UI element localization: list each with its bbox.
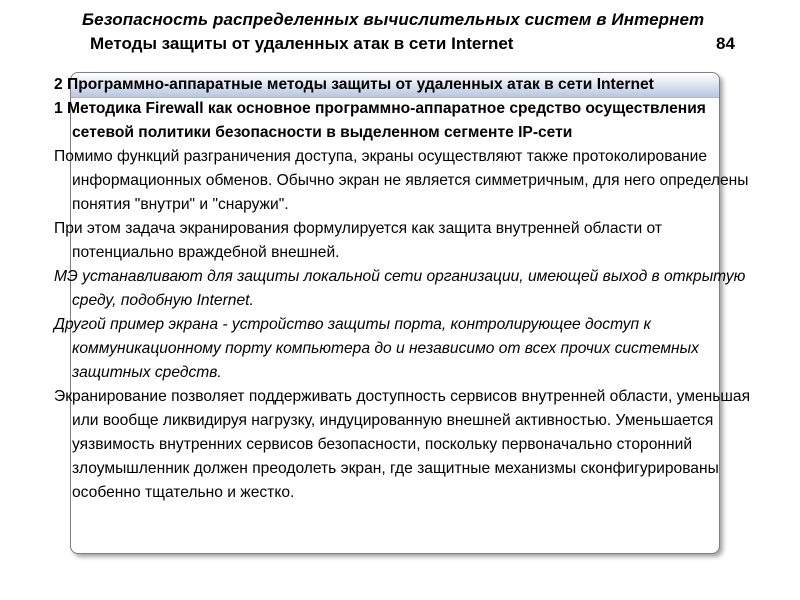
slide-body — [54, 73, 754, 505]
page-number: 84 — [716, 34, 735, 53]
paragraph-firewall-usage: МЭ устанавливают для защиты локальной сети организации, имеющей выход в открытую среду, подобную Internet. — [54, 268, 746, 309]
paragraph-access-control: Помимо функций разграничения доступа, экраны осуществляют также протоколирование информационных обменов. Обычно экран не является симметричным, для него определены понятия "внутри" и "снаружи". — [54, 148, 749, 213]
section-heading: 2 Программно-аппаратные методы защиты от удаленных атак в сети Internet — [54, 76, 654, 93]
header-title: Безопасность распределенных вычислительных систем в Интернет — [82, 10, 705, 29]
subsection-heading: 1 Методика Firewall как основное программно-аппаратное средство осуществления сетевой политики безопасности в выделенном сегменте IP-сети — [54, 100, 706, 141]
header-subtitle: Методы защиты от удаленных атак в сети Internet — [90, 34, 514, 53]
paragraph-screening-benefits: Экранирование позволяет поддерживать доступность сервисов внутренней области, уменьшая или вообще ликвидируя нагрузку, индуцированную внешней активностью. Уменьшается уязвимость внутренних сервисов безопасности, поскольку первоначально сторонний злоумышленник должен преодолеть экран, где защитные механизмы сконфигурированы особенно тщательно и жестко. — [54, 388, 751, 501]
paragraph-screening-task: При этом задача экранирования формулируется как защита внутренней области от потенциально враждебной внешней. — [54, 220, 663, 261]
paragraph-port-protection: Другой пример экрана - устройство защиты порта, контролирующее доступ к коммуникационному порту компьютера до и независимо от всех прочих системных защитных средств. — [54, 316, 699, 381]
